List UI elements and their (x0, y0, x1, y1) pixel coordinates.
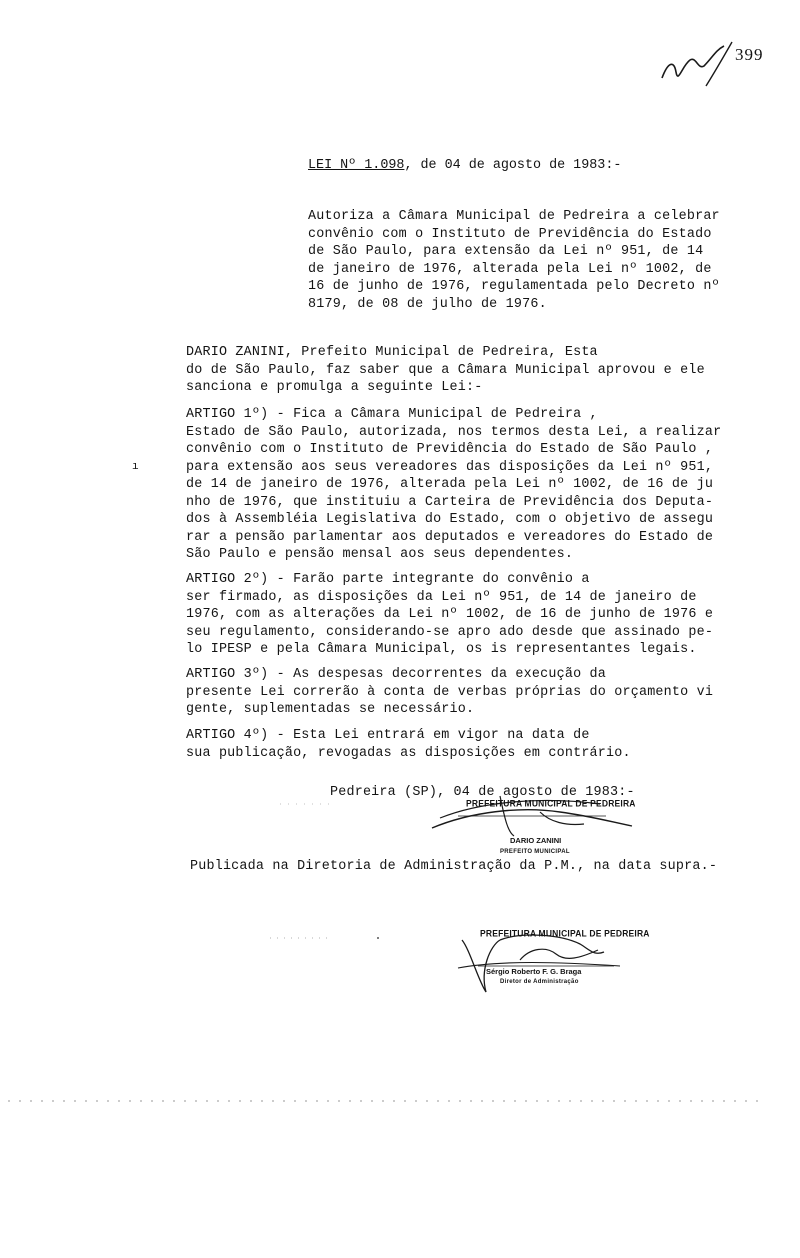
article-1-line: para extensão aos seus vereadores das disposições da Lei nº 951, (186, 459, 714, 475)
summary-line: convênio com o Instituto de Previdência do Estado (308, 226, 712, 242)
director-stamp-name: Sérgio Roberto F. G. Braga (486, 967, 582, 976)
preamble-line: sanciona e promulga a seguinte Lei:- (186, 380, 483, 395)
margin-mark: ı (132, 461, 139, 473)
preamble-line: DARIO ZANINI, Prefeito Municipal de Pedreira, Esta (186, 345, 598, 360)
preamble-line: do de São Paulo, faz saber que a Câmara Municipal aprovou e ele (186, 362, 705, 378)
article-1-line: de 14 de janeiro de 1976, alterada pela Lei nº 1002, de 16 de ju (186, 477, 714, 492)
mayor-stamp-role: PREFEITO MUNICIPAL (500, 849, 570, 855)
article-1-line: dos à Assembléia Legislativa do Estado, com o objetivo de assegu (186, 512, 714, 527)
article-2-line: ser firmado, as disposições da Lei nº 951, de 14 de janeiro de (186, 589, 697, 605)
law-number: LEI Nº 1.098 (308, 158, 405, 173)
article-1-line: São Paulo e pensão mensal aos seus dependentes. (186, 547, 574, 562)
article-1-line: nho de 1976, que instituiu a Carteira de Previdência dos Deputa- (186, 494, 714, 510)
article-2-line: lo IPESP e pela Câmara Municipal, os is representantes legais. (186, 642, 697, 657)
article-1-line: ARTIGO 1º) - Fica a Câmara Municipal de Pedreira , (186, 407, 598, 422)
article-2-line: 1976, com as alterações da Lei nº 1002, de 16 de junho de 1976 e (186, 607, 714, 622)
law-date: , de 04 de agosto de 1983:- (404, 158, 622, 173)
article-3-line: gente, suplementadas se necessário. (186, 702, 475, 717)
summary-line: 8179, de 08 de julho de 1976. (308, 296, 547, 312)
mayor-stamp-header: PREFEITURA MUNICIPAL DE PEDREIRA (466, 797, 636, 809)
article-3-line: ARTIGO 3º) - As despesas decorrentes da execução da (186, 667, 607, 682)
director-stamp-header: PREFEITURA MUNICIPAL DE PEDREIRA (480, 927, 650, 939)
article-4-line: sua publicação, revogadas as disposições em contrário. (186, 745, 631, 761)
article-4-line: ARTIGO 4º) - Esta Lei entrará em vigor na data de (186, 728, 590, 743)
summary-line: Autoriza a Câmara Municipal de Pedreira a celebrar (308, 209, 720, 224)
article-1-line: rar a pensão parlamentar aos deputados e vereadores do Estado de (186, 529, 714, 545)
article-2-line: seu regulamento, considerando-se apro ado desde que assinado pe- (186, 624, 714, 640)
publication-note: Publicada na Diretoria de Administração da P.M., na data supra.- (190, 859, 718, 874)
mayor-stamp-name: DARIO ZANINI (510, 836, 562, 845)
article-1-line: convênio com o Instituto de Previdência do Estado de São Paulo , (186, 442, 714, 457)
page-number: 399 (735, 45, 764, 64)
place-date: Pedreira (SP), 04 de agosto de 1983:- (330, 785, 635, 800)
article-3-line: presente Lei correrão à conta de verbas próprias do orçamento vi (186, 684, 714, 700)
article-1-line: Estado de São Paulo, autorizada, nos termos desta Lei, a realizar (186, 424, 722, 440)
director-stamp-role: Diretor de Administração (500, 979, 579, 985)
summary-line: de janeiro de 1976, alterada pela Lei nº 1002, de (308, 261, 712, 277)
summary-line: 16 de junho de 1976, regulamentada pelo Decreto nº (308, 279, 720, 294)
summary-line: de São Paulo, para extensão da Lei nº 951, de 14 (308, 244, 704, 259)
article-2-line: ARTIGO 2º) - Farão parte integrante do convênio a (186, 572, 590, 587)
